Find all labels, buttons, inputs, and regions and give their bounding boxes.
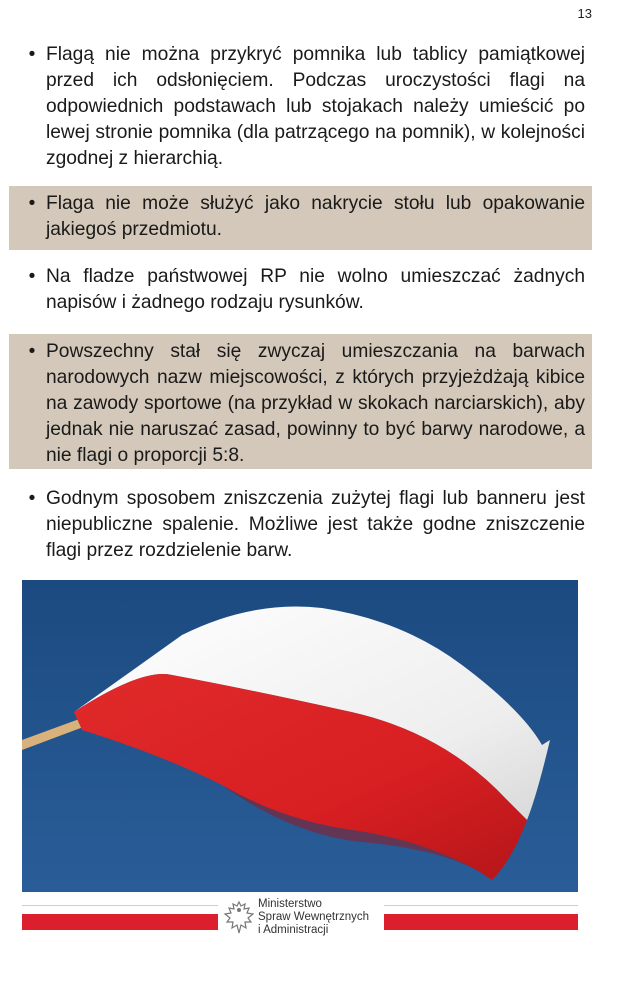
flag-illustration: [22, 580, 578, 892]
list-item: [9, 186, 592, 250]
list-item-text: Flagą nie można przykryć pomnika lub tablicy pamiątkowej przed ich odsłonięciem. Podczas uroczystości flagi na odpowiednich podstawach lub stojakach należy umieścić po lewej stronie pomnika (dla patrzącego na pomnik), w kolejności zgodnej z hierarchią.: [46, 44, 585, 169]
list-item: [9, 264, 592, 316]
footer-red-bar: [22, 914, 218, 930]
list-item-text: Flaga nie może służyć jako nakrycie stołu lub opakowanie jakiegoś przedmiotu.: [46, 193, 585, 240]
polish-flag-photo: [22, 580, 578, 892]
ministry-logo-text: [258, 898, 369, 937]
ministry-line: i Administracji: [258, 924, 329, 936]
ministry-line: Spraw Wewnętrznych: [258, 911, 369, 923]
bullet-icon: •: [28, 341, 36, 362]
list-item-text: Na fladze państwowej RP nie wolno umieszczać żadnych napisów i żadnego rodzaju rysunków.: [46, 266, 585, 313]
page-number: 13: [577, 6, 592, 21]
ministry-line: Ministerstwo: [258, 898, 322, 910]
bullet-icon: •: [28, 488, 36, 509]
list-item-text: Powszechny stał się zwyczaj umieszczania na barwach narodowych nazw miejscowości, z których przyjeżdżają kibice na zawody sportowe (na przykład w skokach narciarskich), aby jednak nie naruszać zasad, powinny to być barwy narodowe, a nie flagi o proporcji 5:8.: [46, 341, 585, 466]
list-item: [9, 334, 592, 469]
bullet-icon: •: [28, 266, 36, 287]
bullet-icon: •: [28, 44, 36, 65]
eagle-emblem-icon: [223, 900, 255, 936]
footer-red-bar: [384, 914, 578, 930]
list-item: [9, 42, 592, 172]
footer-divider: [22, 905, 218, 906]
footer-divider: [384, 905, 578, 906]
list-item: [9, 486, 592, 564]
list-item-text: Godnym sposobem zniszczenia zużytej flagi lub banneru jest niepubliczne spalenie. Możliwe jest także godne zniszczenie flagi przez rozdzielenie barw.: [46, 488, 585, 561]
bullet-icon: •: [28, 193, 36, 214]
